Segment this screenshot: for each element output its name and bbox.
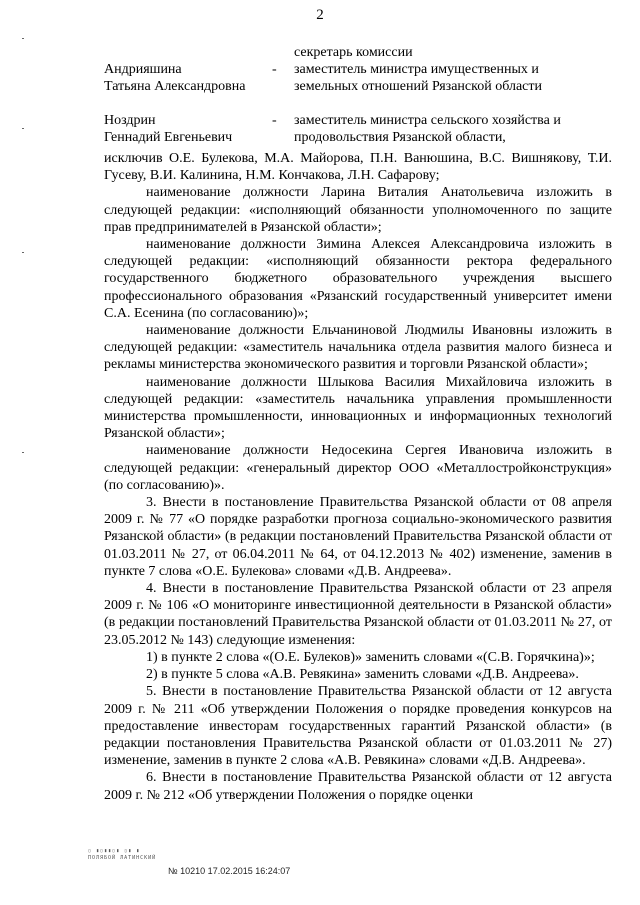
member-dash — [272, 78, 294, 95]
paragraph: 5. Внести в постановление Правительства Рязанской области от 12 августа 2009 г. № 211 «Об утверждении Положения о порядке проведения конкурсов на предоставление инвесторам государственных гарантий Рязанской области» (в редакции постановления Правительства Рязанской области от 01.03.2011 № 27) изменение, заменив в пункте 2 слова «А.В. Ревякина» словами «Д.В. Андреева». — [104, 684, 612, 769]
member-dash: - — [272, 62, 277, 77]
paragraph: 1) в пункте 2 слова «(О.Е. Булеков)» заменить словами «(С.В. Горячкина)»; — [146, 649, 595, 665]
margin-mark — [22, 252, 24, 253]
paragraph: 6. Внести в постановление Правительства Рязанской области от 12 августа 2009 г. № 212 «Об утверждении Положения о порядке оценки — [104, 770, 612, 803]
paragraph: 2) в пункте 5 слова «А.В. Ревякина» заменить словами «Д.В. Андреева». — [146, 667, 579, 683]
member-role: продовольствия Рязанской области, — [294, 130, 506, 145]
spacer — [104, 95, 604, 112]
member-dash: - — [272, 113, 277, 128]
member-name: Геннадий Евгеньевич — [104, 130, 233, 145]
margin-mark — [22, 128, 24, 129]
member-name: Ноздрин — [104, 113, 156, 128]
paragraph: наименование должности Ларина Виталия Анатольевича изложить в следующей редакции: «исполняющий обязанности уполномоченного по защите прав предпринимателей в Рязанской области»; — [104, 185, 612, 235]
member-name: Татьяна Александровна — [104, 79, 246, 94]
marks-line: ▯ ▮▯▮▮▯▮ ▯▮ ▮ — [88, 848, 141, 854]
member-row — [104, 129, 604, 146]
member-row — [104, 61, 604, 78]
paragraph: наименование должности Шлыкова Василия Михайловича изложить в следующей редакции: «заместитель начальника управления промышленности министерства промышленности, инновационных и информационных технологий Рязанской области»; — [104, 374, 612, 442]
member-role: заместитель министра имущественных и — [294, 62, 539, 77]
member-row — [104, 78, 604, 95]
document-body — [104, 150, 612, 804]
paragraph: 4. Внести в постановление Правительства Рязанской области от 23 апреля 2009 г. № 106 «О мониторинге инвестиционной деятельности в Рязанской области» (в редакции постановлений Правительства Рязанской области от 01.03.2011 № 27, от 23.05.2012 № 143) следующие изменения: — [104, 581, 612, 648]
commission-members — [104, 44, 604, 146]
member-role: земельных отношений Рязанской области — [294, 79, 543, 94]
member-row — [104, 44, 604, 61]
margin-mark — [22, 452, 24, 453]
marks-line: ПОЛЯБОЙ ЛАТИНСКИЙ — [88, 855, 157, 861]
paragraph: 3. Внести в постановление Правительства Рязанской области от 08 апреля 2009 г. № 77 «О порядке разработки прогноза социально-экономического развития Рязанской области» (в редакции постановлений Правительства Рязанской области от 01.03.2011 № 27, от 06.04.2011 № 64, от 04.12.2013 № 402) изменение, заменив в пункте 7 слова «О.Е. Булекова» словами «Д.В. Андреева». — [104, 495, 612, 579]
paragraph: наименование должности Ельчаниновой Людмилы Ивановны изложить в следующей редакции: «заместитель начальника отдела развития малого бизнеса и рекламы министерства экономического развития и торговли Рязанской области»; — [104, 323, 612, 373]
paragraph: наименование должности Зимина Алексея Александровича изложить в следующей редакции: «исполняющий обязанности ректора федерального государственного бюджетного образовательного учреждения высшего профессионального образования «Рязанский государственный университет имени С.А. Есенина (по согласованию)»; — [104, 237, 612, 321]
member-row — [104, 112, 604, 129]
footer-registration-marks — [88, 848, 156, 862]
paragraph: наименование должности Недосекина Сергея Ивановича изложить в следующей редакции: «генеральный директор ООО «Металлостройконструкция» (по согласованию)». — [104, 443, 612, 493]
paragraph: исключив О.Е. Булекова, М.А. Майорова, П.Н. Ванюшина, В.С. Вишнякову, Т.И. Гусеву, В.И. Калинина, Н.М. Кончакова, Л.Н. Сафарову; — [104, 151, 612, 184]
member-role: заместитель министра сельского хозяйства и — [294, 113, 561, 128]
member-name: Андрияшина — [104, 62, 182, 77]
member-dash — [272, 129, 294, 146]
registration-stamp: № 10210 17.02.2015 16:24:07 — [168, 866, 291, 876]
page-number: 2 — [316, 7, 324, 23]
margin-mark — [22, 38, 24, 39]
member-name — [104, 44, 272, 61]
member-dash — [272, 44, 294, 61]
member-role: секретарь комиссии — [294, 45, 413, 60]
